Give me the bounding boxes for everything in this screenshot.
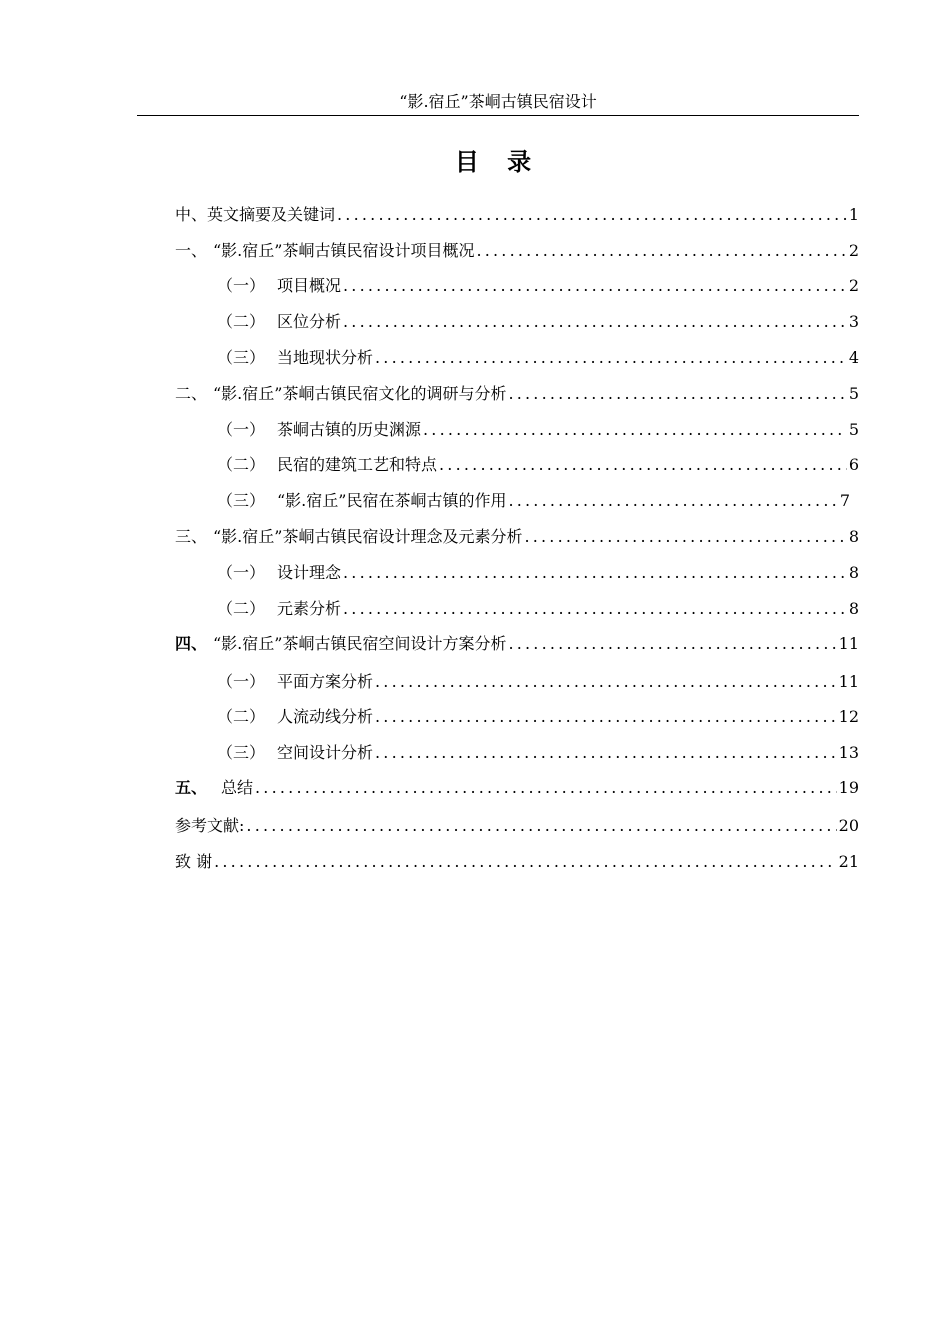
toc-entry-page: 1 — [848, 205, 859, 224]
toc-entry-page: 11 — [838, 672, 859, 691]
toc-entry-chapter-2[interactable] — [175, 382, 859, 406]
toc-entry-label: “影.宿丘”茶峒古镇民宿设计项目概况 — [213, 241, 475, 260]
toc-entry-label: 平面方案分析 — [277, 672, 374, 691]
toc-entry-label: 当地现状分析 — [277, 348, 374, 367]
toc-entry-3-1[interactable] — [217, 561, 859, 585]
dot-leader — [375, 741, 837, 765]
dot-leader — [508, 489, 837, 513]
toc-entry-label: “影.宿丘”民宿在茶峒古镇的作用 — [277, 491, 507, 510]
dot-leader — [343, 561, 847, 585]
dot-leader — [214, 850, 837, 874]
toc-entry-number: （一） — [217, 276, 266, 295]
toc-entry-1-2[interactable] — [217, 310, 859, 334]
toc-entry-page: 20 — [838, 816, 859, 835]
toc-entry-number: 三、 — [175, 527, 208, 546]
toc-entry-page: 4 — [848, 348, 859, 367]
toc-entry-4-1[interactable] — [217, 670, 859, 694]
toc-entry-label: 民宿的建筑工艺和特点 — [277, 455, 438, 474]
toc-entry-page: 13 — [838, 743, 859, 762]
toc-entry-page: 11 — [838, 634, 859, 653]
toc-entry-4-3[interactable] — [217, 741, 859, 765]
toc-entry-1-1[interactable] — [217, 274, 859, 298]
toc-entry-page: 8 — [848, 527, 859, 546]
toc-entry-number: 一、 — [175, 241, 208, 260]
toc-entry-page: 7 — [839, 491, 850, 510]
toc-entry-page: 2 — [848, 241, 859, 260]
dot-leader — [343, 274, 847, 298]
toc-entry-abstract[interactable] — [175, 203, 859, 227]
toc-entry-acknowledgements[interactable] — [175, 850, 859, 874]
running-header: “影.宿丘”茶峒古镇民宿设计 — [399, 92, 597, 111]
toc-entry-label: 人流动线分析 — [277, 707, 374, 726]
toc-entry-label: 区位分析 — [277, 312, 342, 331]
toc-entry-number: 五、 — [175, 778, 208, 797]
toc-entry-2-1[interactable] — [217, 418, 859, 442]
toc-entry-label: 总结 — [221, 778, 254, 797]
dot-leader — [508, 632, 836, 656]
toc-entry-page: 5 — [848, 384, 859, 403]
toc-entry-number: （一） — [217, 563, 266, 582]
dot-leader — [423, 418, 847, 442]
toc-entry-page: 19 — [838, 778, 859, 797]
toc-entry-chapter-1[interactable] — [175, 239, 859, 263]
dot-leader — [375, 670, 837, 694]
dot-leader — [439, 453, 847, 477]
toc-entry-label: 致 谢 — [175, 852, 213, 871]
toc-entry-page: 3 — [848, 312, 859, 331]
toc-title: 目 录 — [454, 147, 542, 176]
toc-entry-label: 参考文献: — [175, 816, 245, 835]
dot-leader — [476, 239, 846, 263]
toc-entry-page: 2 — [848, 276, 859, 295]
toc-entry-4-2[interactable] — [217, 705, 859, 729]
toc-entry-label: 空间设计分析 — [277, 743, 374, 762]
dot-leader — [524, 525, 846, 549]
toc-entry-number: （三） — [217, 743, 266, 762]
toc-entry-page: 8 — [848, 563, 859, 582]
toc-entry-page: 21 — [838, 852, 859, 871]
dot-leader — [375, 705, 837, 729]
toc-entry-2-3[interactable] — [217, 489, 850, 513]
toc-entry-label: 设计理念 — [277, 563, 342, 582]
toc-entry-references[interactable] — [175, 814, 859, 838]
toc-entry-number: （一） — [217, 420, 266, 439]
toc-entry-3-2[interactable] — [217, 597, 859, 621]
toc-entry-label: “影.宿丘”茶峒古镇民宿空间设计方案分析 — [213, 634, 507, 653]
toc-entry-page: 8 — [848, 599, 859, 618]
toc-entry-page: 5 — [848, 420, 859, 439]
toc-entry-1-3[interactable] — [217, 346, 859, 370]
toc-entry-label: “影.宿丘”茶峒古镇民宿设计理念及元素分析 — [213, 527, 523, 546]
toc-entry-chapter-4[interactable] — [175, 632, 859, 656]
dot-leader — [343, 310, 847, 334]
dot-leader — [343, 597, 847, 621]
toc-entry-page: 6 — [848, 455, 859, 474]
toc-entry-label: “影.宿丘”茶峒古镇民宿文化的调研与分析 — [213, 384, 507, 403]
toc-entry-number: （三） — [217, 348, 266, 367]
toc-entry-number: 二、 — [175, 384, 208, 403]
toc-entry-2-2[interactable] — [217, 453, 859, 477]
toc-entry-number: （二） — [217, 312, 266, 331]
toc-entry-chapter-5[interactable] — [175, 776, 859, 800]
toc-entry-label: 项目概况 — [277, 276, 342, 295]
toc-entry-number: （一） — [217, 672, 266, 691]
toc-entry-number: （二） — [217, 599, 266, 618]
dot-leader — [337, 203, 847, 227]
toc-entry-label: 中、英文摘要及关键词 — [175, 205, 336, 224]
dot-leader — [255, 776, 837, 800]
toc-entry-label: 茶峒古镇的历史渊源 — [277, 420, 422, 439]
dot-leader — [375, 346, 847, 370]
toc-entry-label: 元素分析 — [277, 599, 342, 618]
toc-entry-chapter-3[interactable] — [175, 525, 859, 549]
dot-leader — [508, 382, 846, 406]
toc-entry-page: 12 — [838, 707, 859, 726]
toc-entry-number: （二） — [217, 707, 266, 726]
toc-entry-number: （二） — [217, 455, 266, 474]
toc-entry-number: （三） — [217, 491, 266, 510]
toc-entry-number: 四、 — [175, 634, 208, 653]
dot-leader — [246, 814, 836, 838]
